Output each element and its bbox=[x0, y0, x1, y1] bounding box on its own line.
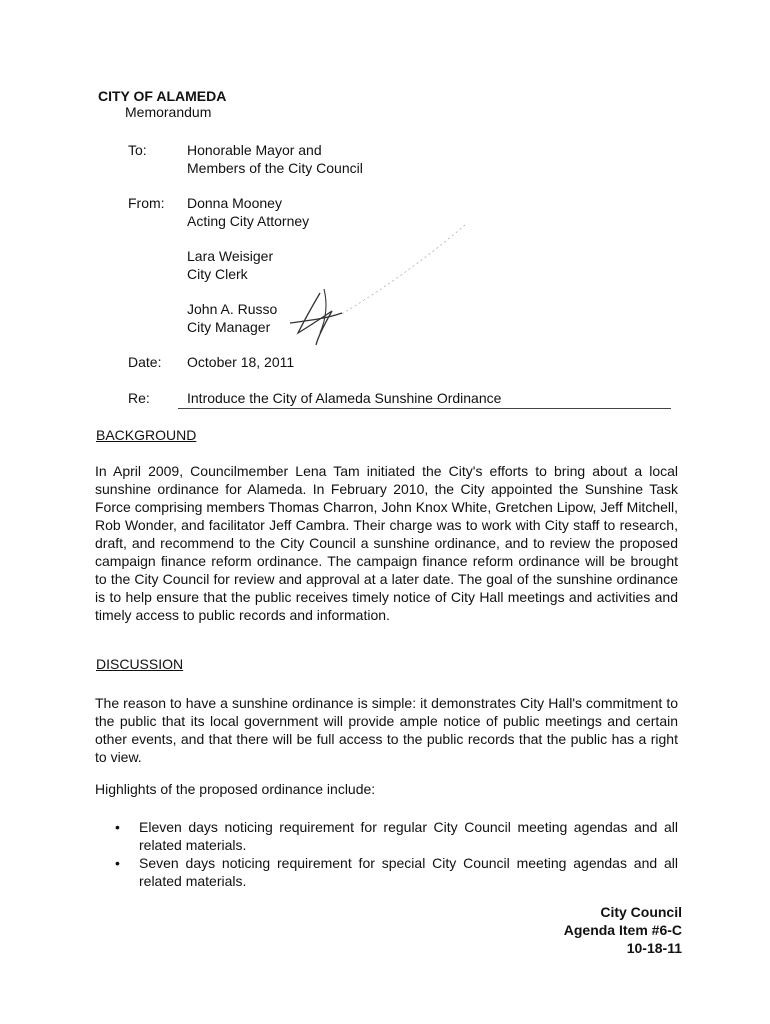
highlights-list bbox=[115, 818, 678, 890]
re-label: Re: bbox=[128, 390, 150, 406]
list-item bbox=[115, 818, 678, 854]
sender-name: Lara Weisiger bbox=[187, 248, 274, 264]
from-sender-2 bbox=[187, 247, 273, 283]
highlights-intro: Highlights of the proposed ordinance include: bbox=[95, 781, 376, 797]
subject-underline bbox=[178, 408, 671, 409]
memo-subject: Introduce the City of Alameda Sunshine Ordinance bbox=[187, 390, 502, 406]
list-item-text: Seven days noticing requirement for special City Council meeting agendas and all related materials. bbox=[139, 855, 678, 889]
from-sender-3 bbox=[187, 300, 277, 336]
memo-date: October 18, 2011 bbox=[187, 354, 295, 370]
discussion-heading: DISCUSSION bbox=[96, 656, 184, 672]
sender-title: City Manager bbox=[187, 319, 271, 335]
discussion-paragraph: The reason to have a sunshine ordinance is simple: it demonstrates City Hall's commitment to the public that its local government will provide ample notice of public meetings and certain other events, and that there will be full access to the public records that the public has a right to view. bbox=[95, 695, 678, 765]
sender-name: Donna Mooney bbox=[187, 195, 282, 211]
from-label: From: bbox=[128, 195, 165, 211]
agenda-stamp bbox=[564, 903, 682, 957]
org-name: CITY OF ALAMEDA bbox=[98, 88, 227, 104]
document-type: Memorandum bbox=[125, 104, 212, 120]
list-item bbox=[115, 854, 678, 890]
to-line: Members of the City Council bbox=[187, 160, 363, 176]
list-item-text: Eleven days noticing requirement for regular City Council meeting agendas and all related materials. bbox=[139, 819, 678, 853]
agenda-line: 10-18-11 bbox=[626, 940, 682, 956]
sender-name: John A. Russo bbox=[187, 301, 278, 317]
to-recipients bbox=[187, 141, 363, 177]
agenda-line: Agenda Item #6-C bbox=[563, 922, 682, 938]
background-heading: BACKGROUND bbox=[96, 427, 197, 443]
to-line: Honorable Mayor and bbox=[187, 142, 322, 158]
to-label: To: bbox=[128, 142, 147, 158]
sender-title: Acting City Attorney bbox=[187, 213, 310, 229]
background-paragraph: In April 2009, Councilmember Lena Tam initiated the City's efforts to bring about a local sunshine ordinance for Alameda. In February 2010, the City appointed the Sunshine Task Force comprising members Thomas Charron, John Knox White, Gretchen Lipow, Jeff Mitchell, Rob Wonder, and facilitator Jeff Cambra. Their charge was to work with City staff to research, draft, and recommend to the City Council a sunshine ordinance, and to review the proposed campaign finance reform ordinance. The campaign finance reform ordinance will be brought to the City Council for review and approval at a later date. The goal of the sunshine ordinance is to help ensure that the public receives timely notice of City Hall meetings and activities and timely access to public records and information. bbox=[95, 463, 678, 623]
signature-mark bbox=[280, 215, 480, 355]
date-label: Date: bbox=[128, 354, 162, 370]
bullet-icon: • bbox=[115, 819, 120, 835]
sender-title: City Clerk bbox=[187, 266, 248, 282]
agenda-line: City Council bbox=[600, 904, 682, 920]
bullet-icon: • bbox=[115, 855, 120, 871]
